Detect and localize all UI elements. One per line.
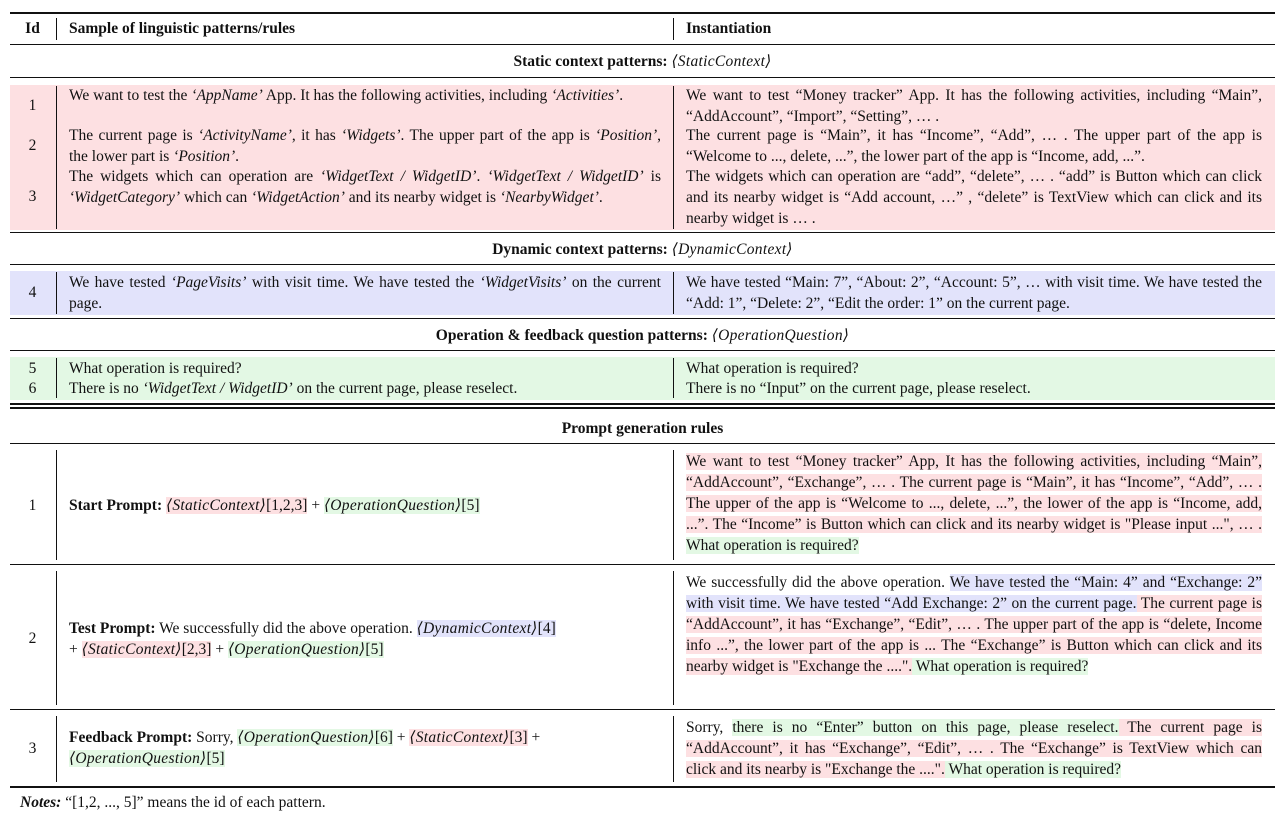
- plus: +: [307, 497, 324, 514]
- placeholder: ‘Position’: [595, 127, 658, 144]
- top-rule: [10, 12, 1275, 14]
- text: .: [476, 168, 488, 185]
- rule: [10, 77, 1275, 78]
- instantiation-cell: What operation is required?: [686, 360, 859, 377]
- bottom-rule: [10, 786, 1275, 788]
- col-divider: [56, 358, 57, 398]
- pattern-cell: [69, 85, 661, 106]
- operation-question-highlight: there is no “Enter” button on this page, please reselect.: [732, 719, 1119, 736]
- instantiation-cell: [686, 451, 1262, 556]
- placeholder: ‘WidgetText / WidgetID’: [320, 168, 477, 185]
- header-patterns: Sample of linguistic patterns/rules: [69, 20, 296, 37]
- row-id: 1: [28, 97, 37, 114]
- pattern-cell: What operation is required?: [69, 360, 242, 377]
- col-divider: [56, 86, 57, 229]
- text: .: [235, 148, 240, 165]
- placeholder: ‘AppName’: [191, 87, 263, 104]
- placeholder: ‘WidgetText / WidgetID’: [487, 168, 644, 185]
- dynamic-title-text: Dynamic context patterns:: [492, 241, 672, 258]
- header-instantiation: Instantiation: [686, 20, 772, 37]
- dynamic-context-tag: ⟨DynamicContext⟩: [416, 620, 538, 637]
- rule: [10, 443, 1275, 444]
- operation-question-tag: ⟨OperationQuestion⟩: [323, 497, 462, 514]
- instantiation-cell: The current page is “Main”, it has “Income”, “Add”, … . The upper part of the app is “Welcome to ..., delete, ...”, the lower part of the app is “Income, add, ...”.: [686, 127, 1262, 165]
- notes: [20, 792, 326, 813]
- placeholder: ‘Widgets’: [341, 127, 401, 144]
- placeholder: ‘WidgetVisits’: [479, 274, 567, 291]
- operation-question-tag: ⟨OperationQuestion⟩: [711, 327, 850, 344]
- row-id: 5: [28, 360, 37, 377]
- pattern-ids: [3]: [509, 729, 528, 746]
- pattern-cell: [69, 125, 661, 167]
- col-divider: [56, 450, 57, 560]
- instantiation-cell: There is no “Input” on the current page, please reselect.: [686, 380, 1031, 397]
- static-context-highlight: The current page is “AddAccount”, it has “Exchange”, “Edit”, … . The “Exchange” is TextView which can click and its nearby is "Exchange the ....".: [686, 719, 1262, 778]
- rules-section-title: Prompt generation rules: [561, 420, 724, 437]
- row-id: 6: [28, 380, 37, 397]
- pattern-ids: [2,3]: [181, 641, 212, 658]
- pattern-ids: [5]: [206, 750, 225, 767]
- pattern-ids: [5]: [365, 641, 384, 658]
- pattern-ids: [6]: [374, 729, 393, 746]
- plus: +: [69, 641, 82, 658]
- operation-title-text: Operation & feedback question patterns:: [435, 327, 712, 344]
- text: There is no: [69, 380, 143, 397]
- double-rule-b: [10, 407, 1275, 409]
- header-rule: [10, 44, 1275, 45]
- rule: [10, 709, 1275, 710]
- text: .: [619, 87, 624, 104]
- placeholder: ‘NearbyWidget’: [499, 189, 599, 206]
- text: with visit time. We have tested the: [246, 274, 480, 291]
- instantiation-cell: We want to test “Money tracker” App. It has the following activities, including “Main”, “AddAccount”, “Import”, “Setting”, … .: [686, 87, 1262, 125]
- pattern-cell: [69, 166, 661, 208]
- static-title-text: Static context patterns:: [513, 53, 672, 70]
- static-section-title: [10, 51, 1275, 72]
- placeholder: ‘WidgetAction’: [251, 189, 345, 206]
- col-divider: [56, 571, 57, 705]
- instantiation-cell: [686, 572, 1262, 677]
- text: .: [598, 189, 603, 206]
- static-context-tag: ⟨StaticContext⟩: [671, 53, 772, 70]
- instantiation-cell: The widgets which can operation are “add”, “delete”, … . “add” is Button which can click and its nearby widget is “Add account, …” , “delete” is TextView which can click and its nearby widget is … .: [686, 168, 1262, 227]
- dynamic-context-tag: ⟨DynamicContext⟩: [671, 241, 793, 258]
- dynamic-section-title: [10, 239, 1275, 260]
- col-divider: [56, 272, 57, 314]
- col-divider: [56, 18, 57, 40]
- text: We successfully did the above operation.: [155, 620, 417, 637]
- rule-label: Start Prompt:: [69, 497, 163, 514]
- pattern-ids: [4]: [537, 620, 556, 637]
- pattern-ids: [1,2,3]: [266, 497, 308, 514]
- text: on the current page.: [69, 274, 661, 312]
- plus: +: [211, 641, 228, 658]
- static-context-tag: ⟨StaticContext⟩: [81, 641, 182, 658]
- pattern-ids: [5]: [461, 497, 480, 514]
- header-id: Id: [25, 20, 40, 37]
- pattern-cell: [69, 378, 661, 399]
- text: We successfully did the above operation.: [686, 574, 950, 591]
- text: which can: [180, 189, 252, 206]
- instantiation-cell: [686, 717, 1262, 780]
- row-id: 2: [28, 630, 37, 647]
- rule: [10, 318, 1275, 319]
- rule-label: Test Prompt:: [69, 620, 156, 637]
- static-context-tag: ⟨StaticContext⟩: [166, 497, 267, 514]
- rule: [10, 564, 1275, 565]
- rule: [10, 350, 1275, 351]
- operation-question-highlight: What operation is required?: [912, 658, 1089, 675]
- text: Sorry,: [686, 719, 733, 736]
- placeholder: ‘Position’: [173, 148, 236, 165]
- operation-question-tag: ⟨OperationQuestion⟩: [237, 729, 375, 746]
- placeholder: ‘WidgetText / WidgetID’: [142, 380, 293, 397]
- text: and its nearby widget is: [344, 189, 500, 206]
- operation-question-tag: ⟨OperationQuestion⟩: [227, 641, 366, 658]
- row-id: 2: [28, 137, 37, 154]
- placeholder: ‘Activities’: [551, 87, 620, 104]
- text: The widgets which can operation are: [69, 168, 321, 185]
- text: , it has: [291, 127, 342, 144]
- col-divider: [673, 716, 674, 782]
- col-divider: [673, 18, 674, 40]
- double-rule-a: [10, 403, 1275, 405]
- notes-text: “[1,2, ..., 5]” means the id of each pattern.: [61, 794, 326, 811]
- placeholder: ‘ActivityName’: [198, 127, 292, 144]
- rule: [10, 264, 1275, 265]
- operation-question-highlight: What operation is required?: [944, 761, 1122, 778]
- row-id: 1: [28, 497, 37, 514]
- text: on the current page, please reselect.: [292, 380, 518, 397]
- text: , the lower part is: [69, 127, 661, 165]
- plus: +: [527, 729, 541, 746]
- col-divider: [673, 86, 674, 229]
- text: The current page is: [69, 127, 199, 144]
- notes-label: Notes:: [20, 794, 62, 811]
- static-context-tag: ⟨StaticContext⟩: [409, 729, 510, 746]
- dynamic-context-highlight: We have tested the “Main: 4” and “Exchange: 2” with visit time. We have tested “Add Exchange: 2” on the current page.: [686, 574, 1262, 612]
- rule-label: Feedback Prompt:: [69, 729, 193, 746]
- col-divider: [673, 358, 674, 398]
- text: App. It has the following activities, including: [262, 87, 552, 104]
- col-divider: [673, 450, 674, 560]
- pattern-cell: [69, 272, 661, 314]
- text: . The upper part of the app is: [400, 127, 596, 144]
- text: We want to test the: [69, 87, 192, 104]
- rule: [10, 232, 1275, 233]
- row-id: 3: [28, 188, 37, 205]
- col-divider: [673, 272, 674, 314]
- col-divider: [56, 716, 57, 782]
- operation-question-tag: ⟨OperationQuestion⟩: [69, 750, 207, 767]
- placeholder: ‘WidgetCategory’: [69, 189, 181, 206]
- instantiation-cell: We have tested “Main: 7”, “About: 2”, “Account: 5”, … with visit time. We have tested the “Add: 1”, “Delete: 2”, “Edit the order: 1” on the current page.: [686, 274, 1262, 312]
- col-divider: [673, 571, 674, 705]
- plus: +: [392, 729, 410, 746]
- row-id: 3: [28, 740, 37, 757]
- text: Sorry,: [192, 729, 238, 746]
- rule-cell: [69, 495, 661, 516]
- rule-cell: [69, 727, 669, 769]
- text: We have tested: [69, 274, 171, 291]
- operation-section-title: [10, 325, 1275, 346]
- row-id: 4: [28, 284, 37, 301]
- placeholder: ‘PageVisits’: [170, 274, 247, 291]
- text: is: [643, 168, 661, 185]
- rule-cell: [69, 618, 661, 660]
- operation-question-highlight: What operation is required?: [686, 537, 859, 554]
- static-context-highlight: The current page is “AddAccount”, it has “Exchange”, “Edit”, … . The upper part of the app is “delete, Income info ...”, the lower part of the app is ... The “Exchange” is Button which can click and its nearby widget is "Exchange the ....".: [686, 595, 1262, 675]
- static-context-highlight: We want to test “Money tracker” App, It has the following activities, including “Main”, “AddAccount”, “Exchange”, … . The current page is “Main”, it has “Income”, “Add”, … . The upper of the app is “Welcome to ..., delete, ...”, the lower of the app is “Income, add, ...”. The “Income” is Button which can click and its nearby widget is "Please input ...", … .: [686, 453, 1262, 533]
